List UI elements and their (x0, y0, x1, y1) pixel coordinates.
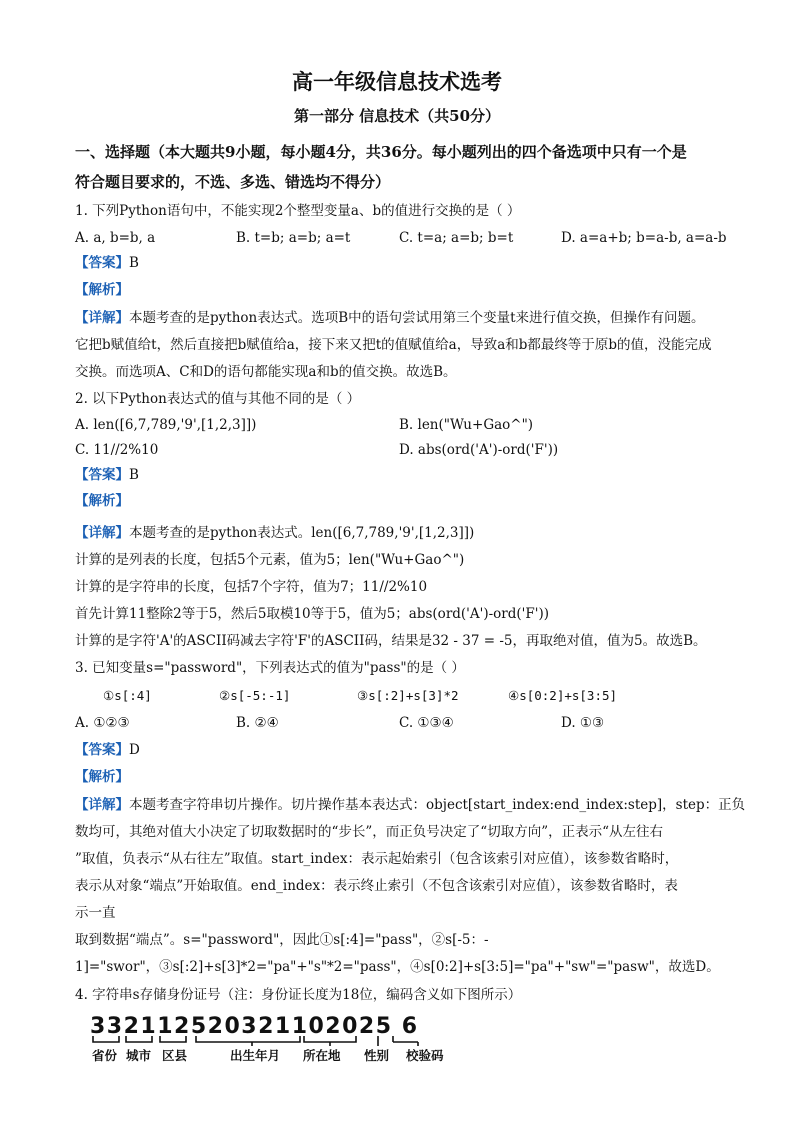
id-number-digits: 332112520321102025 6 (90, 1014, 419, 1039)
q1-detail-text: 本题考查的是python表达式。选项B中的语句尝试用第三个变量t来进行值交换，但操作有问题。 (129, 310, 705, 326)
q3-item-1: ①s[:4] (103, 688, 152, 703)
detail-tag: 【详解】 (75, 310, 129, 326)
q1-answer (75, 253, 139, 273)
q2-option-c: C. 11//2%10 (75, 442, 159, 458)
q2-option-d: D. abs(ord('A')-ord('F')) (399, 442, 559, 458)
id-segment-brackets (0, 1034, 794, 1064)
id-label-check-digit: 校验码 (406, 1048, 444, 1063)
answer-tag: 【答案】 (75, 255, 129, 271)
id-label-city: 城市 (126, 1048, 152, 1063)
q3-detail-line4: 表示从对象“端点”开始取值。end_index：表示终止索引（不包含该索引对应值），该参数省略时，表 (75, 878, 678, 894)
q3-stem: 3. 已知变量s="password"，下列表达式的值为"pass"的是（ ） (75, 660, 465, 676)
q2-analysis-tag: 【解析】 (75, 493, 129, 509)
q3-analysis-tag: 【解析】 (75, 769, 129, 785)
q3-detail-line6: 取到数据“端点”。s="password"，因此①s[:4]="pass"，②s[-5：- (75, 932, 489, 948)
q1-detail-line3: 交换。而选项A、C和D的语句都能实现a和b的值交换。故选B。 (75, 364, 457, 380)
q2-detail-line1 (75, 523, 474, 543)
q3-item-4: ④s[0:2]+s[3:5] (508, 688, 618, 703)
id-label-province: 省份 (92, 1048, 118, 1063)
q2-answer (75, 465, 139, 485)
detail-tag: 【详解】 (75, 525, 129, 541)
q1-option-c: C. t=a; a=b; b=t (399, 230, 514, 246)
q3-option-c: C. ①③④ (399, 715, 454, 731)
q2-detail-line4: 首先计算11整除2等于5，然后5取模10等于5，值为5；abs(ord('A')-ord('F')) (75, 606, 549, 622)
q1-option-a: A. a, b=b, a (75, 230, 156, 246)
q3-option-a: A. ①②③ (75, 715, 130, 731)
section-heading-line2: 符合题目要求的，不选、多选、错选均不得分） (75, 173, 391, 191)
q1-analysis-tag: 【解析】 (75, 282, 129, 298)
section-heading-line1: 一、选择题（本大题共9小题，每小题4分，共36分。每小题列出的四个备选项中只有一个是 (75, 143, 687, 161)
q2-stem: 2. 以下Python表达式的值与其他不同的是（ ） (75, 391, 361, 407)
id-label-location: 所在地 (303, 1048, 341, 1063)
q3-detail-line2: 数均可，其绝对值大小决定了切取数据时的“步长”，而正负号决定了“切取方向”，正表示“从左往右 (75, 824, 664, 840)
q3-option-d: D. ①③ (561, 715, 605, 731)
answer-tag: 【答案】 (75, 467, 129, 483)
id-label-gender: 性别 (364, 1048, 390, 1063)
id-label-district: 区县 (162, 1048, 188, 1063)
q3-answer-value: D (129, 742, 140, 758)
q3-answer (75, 740, 140, 760)
q1-detail-line1 (75, 308, 705, 328)
q3-option-b: B. ②④ (236, 715, 279, 731)
q4-stem: 4. 字符串s存储身份证号（注：身份证长度为18位，编码含义如下图所示） (75, 987, 522, 1003)
page-subtitle: 第一部分 信息技术（共50分） (293, 107, 501, 125)
id-label-birthdate: 出生年月 (230, 1048, 281, 1063)
answer-tag: 【答案】 (75, 742, 129, 758)
q1-option-d: D. a=a+b; b=a-b, a=a-b (561, 230, 727, 246)
q3-detail-line3: ”取值，负表示“从右往左”取值。start_index：表示起始索引（包含该索引对应值），该参数省略时， (75, 851, 679, 867)
q2-detail-text: 本题考查的是python表达式。len([6,7,789,'9',[1,2,3]]) (129, 525, 475, 541)
q3-detail-text: 本题考查字符串切片操作。切片操作基本表达式：object[start_index:end_index:step]，step：正负 (129, 797, 746, 813)
q1-stem: 1. 下列Python语句中，不能实现2个整型变量a、b的值进行交换的是（ ） (75, 203, 521, 219)
q1-option-b: B. t=b; a=b; a=t (236, 230, 351, 246)
q3-item-3: ③s[:2]+s[3]*2 (357, 688, 459, 703)
q3-item-2: ②s[-5:-1] (219, 688, 291, 703)
q3-detail-line1 (75, 795, 745, 815)
page-title: 高一年级信息技术选考 (292, 69, 502, 94)
q3-detail-line7: 1]="swor"，③s[:2]+s[3]*2="pa"+"s"*2="pass"，④s[0:2]+s[3:5]="pa"+"sw"="pasw"，故选D。 (75, 959, 720, 975)
q1-answer-value: B (129, 255, 139, 271)
q2-detail-line3: 计算的是字符串的长度，包括7个字符，值为7；11//2%10 (75, 579, 428, 595)
q2-option-a: A. len([6,7,789,'9',[1,2,3]]) (75, 417, 257, 433)
q2-detail-line2: 计算的是列表的长度，包括5个元素，值为5；len("Wu+Gao^") (75, 552, 465, 568)
q3-detail-line5: 示一直 (75, 905, 116, 921)
detail-tag: 【详解】 (75, 797, 129, 813)
q1-detail-line2: 它把b赋值给t，然后直接把b赋值给a，接下来又把t的值赋值给a，导致a和b都最终等于原b的值，没能完成 (75, 337, 712, 353)
q2-detail-line5: 计算的是字符'A'的ASCII码减去字符'F'的ASCII码，结果是32 - 37 = -5，再取绝对值，值为5。故选B。 (75, 633, 707, 649)
q2-option-b: B. len("Wu+Gao^") (399, 417, 534, 433)
q2-answer-value: B (129, 467, 139, 483)
